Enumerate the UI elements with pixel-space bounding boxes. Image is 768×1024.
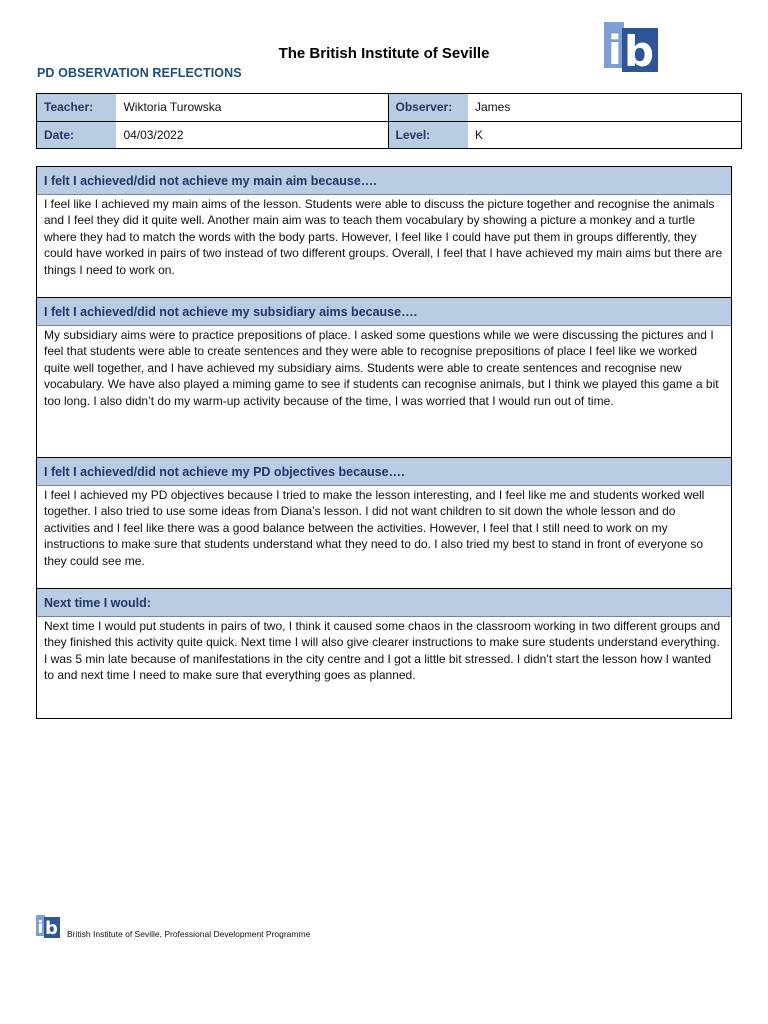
observer-label: Observer: bbox=[388, 94, 468, 122]
teacher-label: Teacher: bbox=[37, 94, 117, 122]
section-main-aim bbox=[37, 167, 731, 298]
svg-text:i: i bbox=[37, 918, 44, 938]
section-text: I feel like I achieved my main aims of the lesson. Students were able to discuss the picture together and recognise the animals and I feel they did it quite well. Another main aim was to teach them vocabulary by showing a picture a monkey and a turtle where they had to match the words with the body parts. However, I feel like I could have put them in groups differently, they could have worked in pairs of two instead of two different groups. Overall, I feel that I have achieved my main aims but there are things I need to work on. bbox=[37, 195, 731, 298]
level-label: Level: bbox=[388, 121, 468, 149]
section-text: I feel I achieved my PD objectives because I tried to make the lesson interesting, and I feel like me and students worked well together. I also tried to use some ideas from Diana’s lesson. I did not want children to sit down the whole lesson and do activities and I feel like there was a good balance between the activities. However, I feel that I still need to work on my instructions to make sure that students understand what they need to do. I also tried my best to stand in front of everyone so they could see me. bbox=[37, 486, 731, 589]
observer-value: James bbox=[474, 100, 511, 115]
svg-text:b: b bbox=[624, 27, 655, 74]
section-text: Next time I would put students in pairs of two, I think it caused some chaos in the classroom working in two different groups and they finished this activity quite quick. Next time I will also give clearer instructions to make sure students understand everything. I was 5 min late because of manifestations in the city centre and I got a little bit stressed. I didn’t start the lesson how I wanted to and next time I need to make sure that everything goes as planned. bbox=[44, 619, 721, 683]
info-row-teacher bbox=[37, 94, 742, 122]
date-value: 04/03/2022 bbox=[116, 121, 388, 149]
teacher-value: Wiktoria Turowska bbox=[116, 94, 388, 122]
section-heading: Next time I would: bbox=[37, 589, 731, 617]
page-title: The British Institute of Seville bbox=[278, 45, 490, 62]
date-label: Date: bbox=[37, 121, 117, 149]
ib-logo-icon bbox=[604, 20, 660, 74]
section-pd-objectives bbox=[37, 458, 731, 589]
section-heading: I felt I achieved/did not achieve my main aim because…. bbox=[37, 167, 731, 195]
section-heading: I felt I achieved/did not achieve my subsidiary aims because…. bbox=[37, 298, 731, 326]
reflections-box bbox=[36, 166, 732, 719]
section-text: My subsidiary aims were to practice prepositions of place. I asked some questions while we were discussing the pictures and I feel that students were able to create sentences and they were able to recognise prepositions of place I feel like we worked quite well together, and I have achieved my subsidiary aims. Students were able to create sentences and recognise new vocabulary. We have also played a miming game to see if students can recognise animals, but I think we played this game a bit too long. I also didn’t do my warm-up activity because of the time, I was worried that I would run out of time. bbox=[37, 326, 731, 458]
svg-text:b: b bbox=[45, 918, 58, 938]
section-next-time bbox=[37, 589, 731, 718]
footer-text: British Institute of Seville, Professional Development Programme bbox=[67, 929, 311, 939]
info-row-date bbox=[37, 121, 742, 149]
lesson-info-table bbox=[36, 93, 742, 149]
svg-text:i: i bbox=[608, 28, 622, 74]
section-heading: I felt I achieved/did not achieve my PD objectives because…. bbox=[37, 458, 731, 486]
document-subtitle: PD OBSERVATION REFLECTIONS bbox=[37, 66, 242, 80]
level-value: K bbox=[468, 121, 742, 149]
section-subsidiary-aims bbox=[37, 298, 731, 458]
footer-ib-logo-icon bbox=[36, 914, 60, 938]
